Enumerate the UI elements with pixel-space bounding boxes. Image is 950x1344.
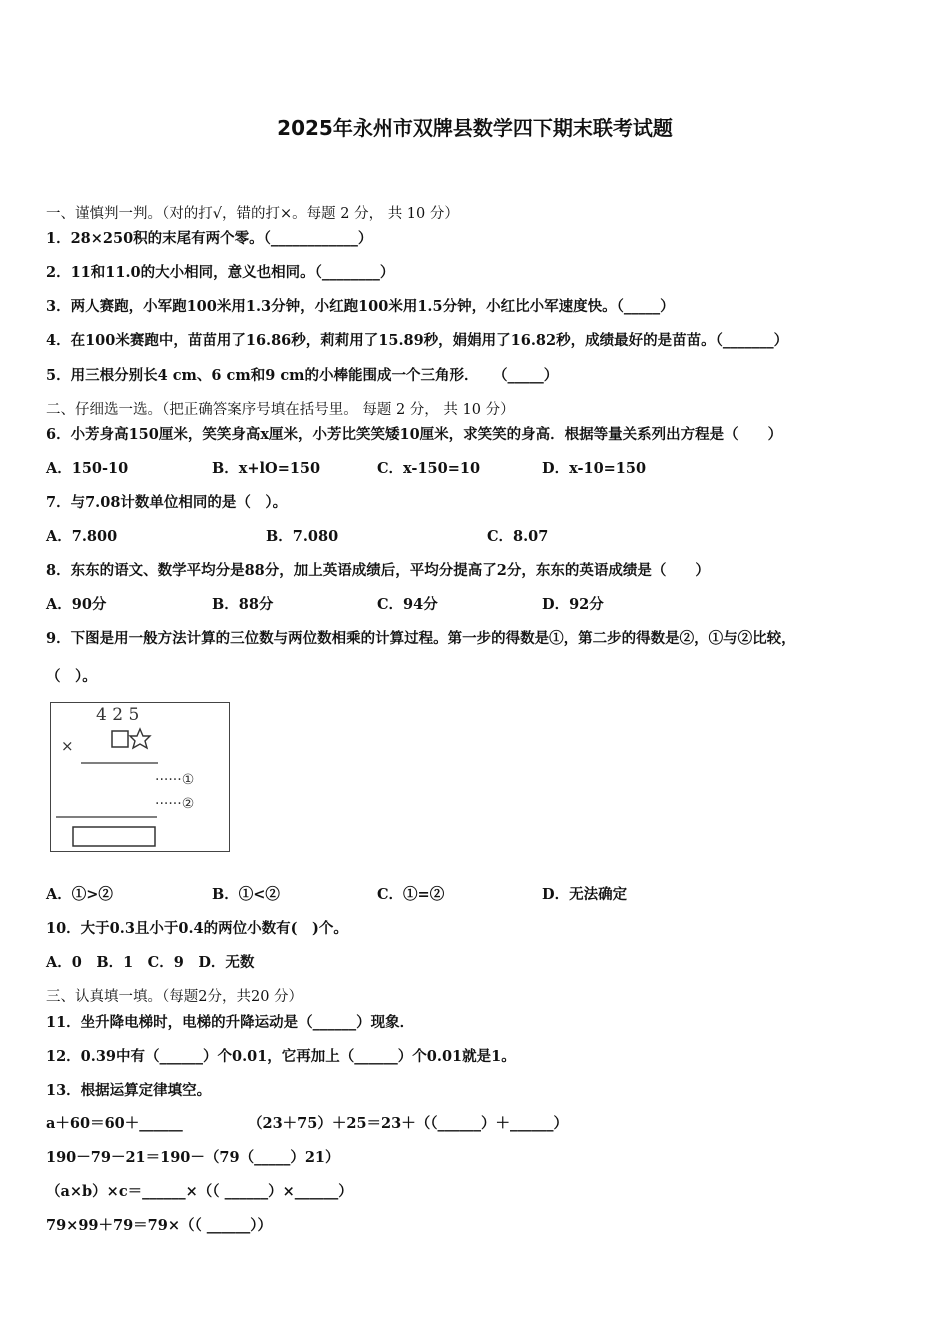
question-13: 13．根据运算定律填空。	[46, 1082, 212, 1099]
q9-option-a: A．①>②	[46, 886, 113, 903]
question-7: 7．与7.08计数单位相同的是（ ）。	[46, 494, 288, 511]
q9-option-c: C．①=②	[377, 886, 445, 903]
question-6: 6．小芳身高150厘米，笑笑身高x厘米，小芳比笑笑矮10厘米，求笑笑的身高．根据等量关系列出方程是（ ）	[46, 426, 783, 443]
q13-line-1a: a＋60＝60＋______	[46, 1115, 183, 1132]
question-1: 1．28×250积的末尾有两个零。（____________）	[46, 230, 373, 247]
q6-option-d: D．x-10=150	[542, 460, 647, 477]
multiplicand-digits: 4 2 5	[96, 705, 140, 725]
question-5: 5．用三根分别长4 cm、6 cm和9 cm的小棒能围成一个三角形． （_____）	[46, 367, 559, 384]
question-10: 10．大于0.3且小于0.4的两位小数有( )个。	[46, 920, 348, 937]
section-2-heading: 二、仔细选一选。（把正确答案序号填在括号里。 每题 2 分， 共 10 分）	[46, 402, 515, 418]
result-box	[73, 827, 155, 846]
q8-option-d: D．92分	[542, 596, 604, 613]
q9-option-d: D．无法确定	[542, 886, 628, 903]
section-1-heading: 一、谨慎判一判。（对的打√，错的打×。每题 2 分， 共 10 分）	[46, 206, 459, 222]
q9-option-b: B．①<②	[212, 886, 280, 903]
star-placeholder-icon	[130, 729, 150, 748]
q6-option-b: B．x+lO=150	[212, 460, 321, 477]
question-8: 8．东东的语文、数学平均分是88分，加上英语成绩后，平均分提高了2分，东东的英语成绩是（ ）	[46, 562, 710, 579]
q13-line-4: 79×99＋79＝79×（（ ______））	[46, 1217, 273, 1234]
q8-option-b: B．88分	[212, 596, 274, 613]
q10-options: A．0 B．1 C．9 D．无数	[46, 954, 255, 971]
step2-marker: ······②	[155, 796, 195, 812]
page-title: 2025年永州市双牌县数学四下期末联考试题	[277, 116, 673, 140]
q13-line-1b: （23＋75）＋25＝23＋（（______）＋______）	[248, 1115, 568, 1132]
q13-line-2: 190－79－21＝190－（79（_____）21）	[46, 1149, 340, 1166]
multiplication-figure	[50, 702, 230, 852]
question-9-blank: （ ）。	[46, 668, 97, 685]
square-placeholder-icon	[112, 731, 128, 747]
question-11: 11．坐升降电梯时，电梯的升降运动是（______）现象．	[46, 1014, 415, 1031]
multiplication-figure-svg	[51, 703, 229, 851]
question-12: 12．0.39中有（______）个0.01，它再加上（______）个0.01就是1。	[46, 1048, 516, 1065]
q7-option-b: B．7.080	[266, 528, 339, 545]
q8-option-a: A．90分	[46, 596, 107, 613]
times-sign: ×	[61, 737, 74, 755]
question-4: 4．在100米赛跑中，苗苗用了16.86秒，莉莉用了15.89秒，娟娟用了16.82秒，成绩最好的是苗苗。（_______）	[46, 332, 789, 349]
q6-option-c: C．x-150=10	[377, 460, 481, 477]
section-3-heading: 三、认真填一填。（每题2分，共20 分）	[46, 989, 304, 1005]
question-3: 3．两人赛跑，小军跑100米用1.3分钟，小红跑100米用1.5分钟，小红比小军速度快。（_____）	[46, 298, 675, 315]
question-9: 9．下图是用一般方法计算的三位数与两位数相乘的计算过程。第一步的得数是①，第二步的得数是②，①与②比较，	[46, 630, 796, 647]
q7-option-c: C．8.07	[487, 528, 549, 545]
q13-line-3: （a×b）×c＝______×（（ ______）×______）	[46, 1183, 353, 1200]
step1-marker: ······①	[155, 772, 195, 788]
q6-option-a: A．150-10	[46, 460, 129, 477]
q8-option-c: C．94分	[377, 596, 438, 613]
q7-option-a: A．7.800	[46, 528, 118, 545]
question-2: 2．11和11.0的大小相同，意义也相同。（________）	[46, 264, 395, 281]
